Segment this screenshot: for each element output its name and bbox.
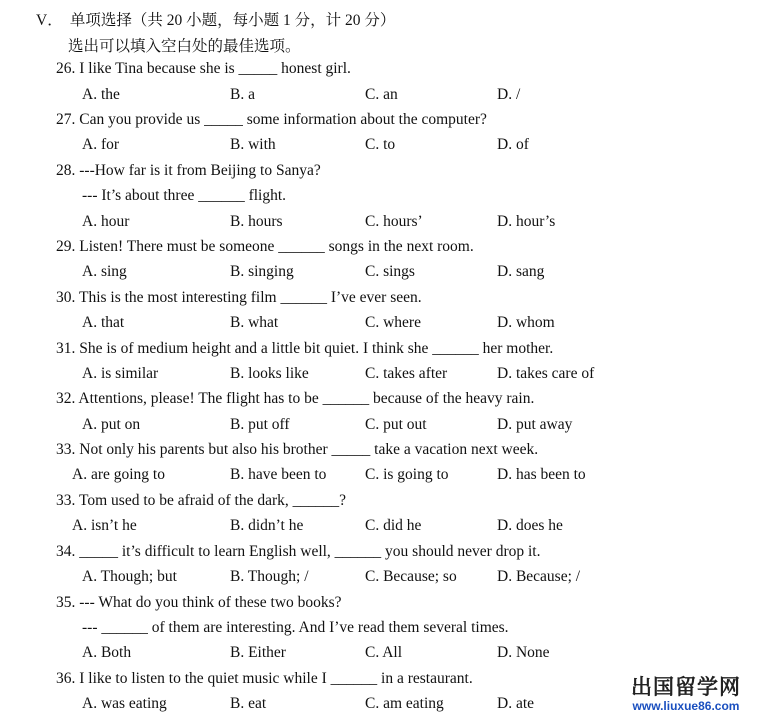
option-d: D. ate xyxy=(497,695,535,712)
option-d: D. takes care of xyxy=(497,365,595,382)
option-a: A. was eating xyxy=(82,695,167,712)
section-number: V． xyxy=(36,12,63,29)
option-a: A. for xyxy=(82,136,120,153)
option-a: A. Though; but xyxy=(82,568,177,585)
option-a: A. put on xyxy=(82,416,141,433)
option-b: B. hours xyxy=(230,213,283,230)
option-b: B. a xyxy=(230,86,255,103)
option-b: B. eat xyxy=(230,695,267,712)
options-row xyxy=(0,263,759,285)
question-stem: 34. _____ it’s difficult to learn English well, ______ you should never drop it. xyxy=(56,543,541,560)
watermark xyxy=(631,671,741,713)
option-c: C. is going to xyxy=(365,466,449,483)
question-stem: 33. Tom used to be afraid of the dark, ______? xyxy=(56,492,347,509)
option-a: A. isn’t he xyxy=(72,517,137,534)
option-d: D. hour’s xyxy=(497,213,556,230)
options-row xyxy=(0,466,759,488)
question-stem: 26. I like Tina because she is _____ honest girl. xyxy=(56,60,351,77)
option-a: A. Both xyxy=(82,644,132,661)
question-stem: 28. ---How far is it from Beijing to Sanya? xyxy=(56,162,321,179)
options-row xyxy=(0,517,759,539)
question-stem: 36. I like to listen to the quiet music while I ______ in a restaurant. xyxy=(56,670,473,687)
option-d: D. put away xyxy=(497,416,573,433)
question-stem: 35. --- What do you think of these two books? xyxy=(56,594,342,611)
options-row xyxy=(0,213,759,235)
option-c: C. takes after xyxy=(365,365,448,382)
options-row xyxy=(0,644,759,666)
options-row xyxy=(0,136,759,158)
option-c: C. where xyxy=(365,314,421,331)
option-a: A. is similar xyxy=(82,365,159,382)
question-stem: 31. She is of medium height and a little bit quiet. I think she ______ her mother. xyxy=(56,340,554,357)
option-d: D. sang xyxy=(497,263,545,280)
option-d: D. does he xyxy=(497,517,563,534)
watermark-brand: 出国留学网 xyxy=(631,675,741,699)
option-b: B. what xyxy=(230,314,279,331)
option-c: C. did he xyxy=(365,517,422,534)
option-c: C. Because; so xyxy=(365,568,457,585)
options-row xyxy=(0,365,759,387)
option-b: B. have been to xyxy=(230,466,327,483)
option-c: C. an xyxy=(365,86,398,103)
option-b: B. didn’t he xyxy=(230,517,304,534)
option-d: D. of xyxy=(497,136,529,153)
option-b: B. singing xyxy=(230,263,294,280)
section-title: 单项选择（共 20 小题，每小题 1 分，计 20 分） xyxy=(69,12,396,29)
option-b: B. with xyxy=(230,136,276,153)
option-c: C. put out xyxy=(365,416,427,433)
option-c: C. hours’ xyxy=(365,213,423,230)
option-d: D. / xyxy=(497,86,521,103)
option-d: D. has been to xyxy=(497,466,586,483)
option-c: C. sings xyxy=(365,263,415,280)
watermark-url: www.liuxue86.com xyxy=(632,699,740,713)
options-row xyxy=(0,314,759,336)
section-header xyxy=(36,8,395,30)
option-c: C. am eating xyxy=(365,695,444,712)
options-row xyxy=(0,86,759,108)
section-instruction: 选出可以填入空白处的最佳选项。 xyxy=(68,38,301,55)
question-dialogue-line: --- It’s about three ______ flight. xyxy=(82,187,287,204)
options-row xyxy=(0,568,759,590)
option-a: A. that xyxy=(82,314,125,331)
question-dialogue-line: --- ______ of them are interesting. And I’ve read them several times. xyxy=(82,619,509,636)
question-stem: 30. This is the most interesting film ______ I’ve ever seen. xyxy=(56,289,422,306)
option-a: A. hour xyxy=(82,213,130,230)
options-row xyxy=(0,416,759,438)
option-d: D. whom xyxy=(497,314,555,331)
option-d: D. None xyxy=(497,644,550,661)
question-stem: 27. Can you provide us _____ some information about the computer? xyxy=(56,111,487,128)
option-b: B. put off xyxy=(230,416,290,433)
question-stem: 33. Not only his parents but also his brother _____ take a vacation next week. xyxy=(56,441,539,458)
question-stem: 32. Attentions, please! The flight has to be ______ because of the heavy rain. xyxy=(56,390,535,407)
option-c: C. to xyxy=(365,136,396,153)
option-b: B. Though; / xyxy=(230,568,309,585)
option-b: B. Either xyxy=(230,644,286,661)
question-stem: 29. Listen! There must be someone ______ songs in the next room. xyxy=(56,238,474,255)
option-c: C. All xyxy=(365,644,403,661)
option-a: A. are going to xyxy=(72,466,165,483)
option-d: D. Because; / xyxy=(497,568,581,585)
option-b: B. looks like xyxy=(230,365,309,382)
option-a: A. the xyxy=(82,86,120,103)
option-a: A. sing xyxy=(82,263,127,280)
